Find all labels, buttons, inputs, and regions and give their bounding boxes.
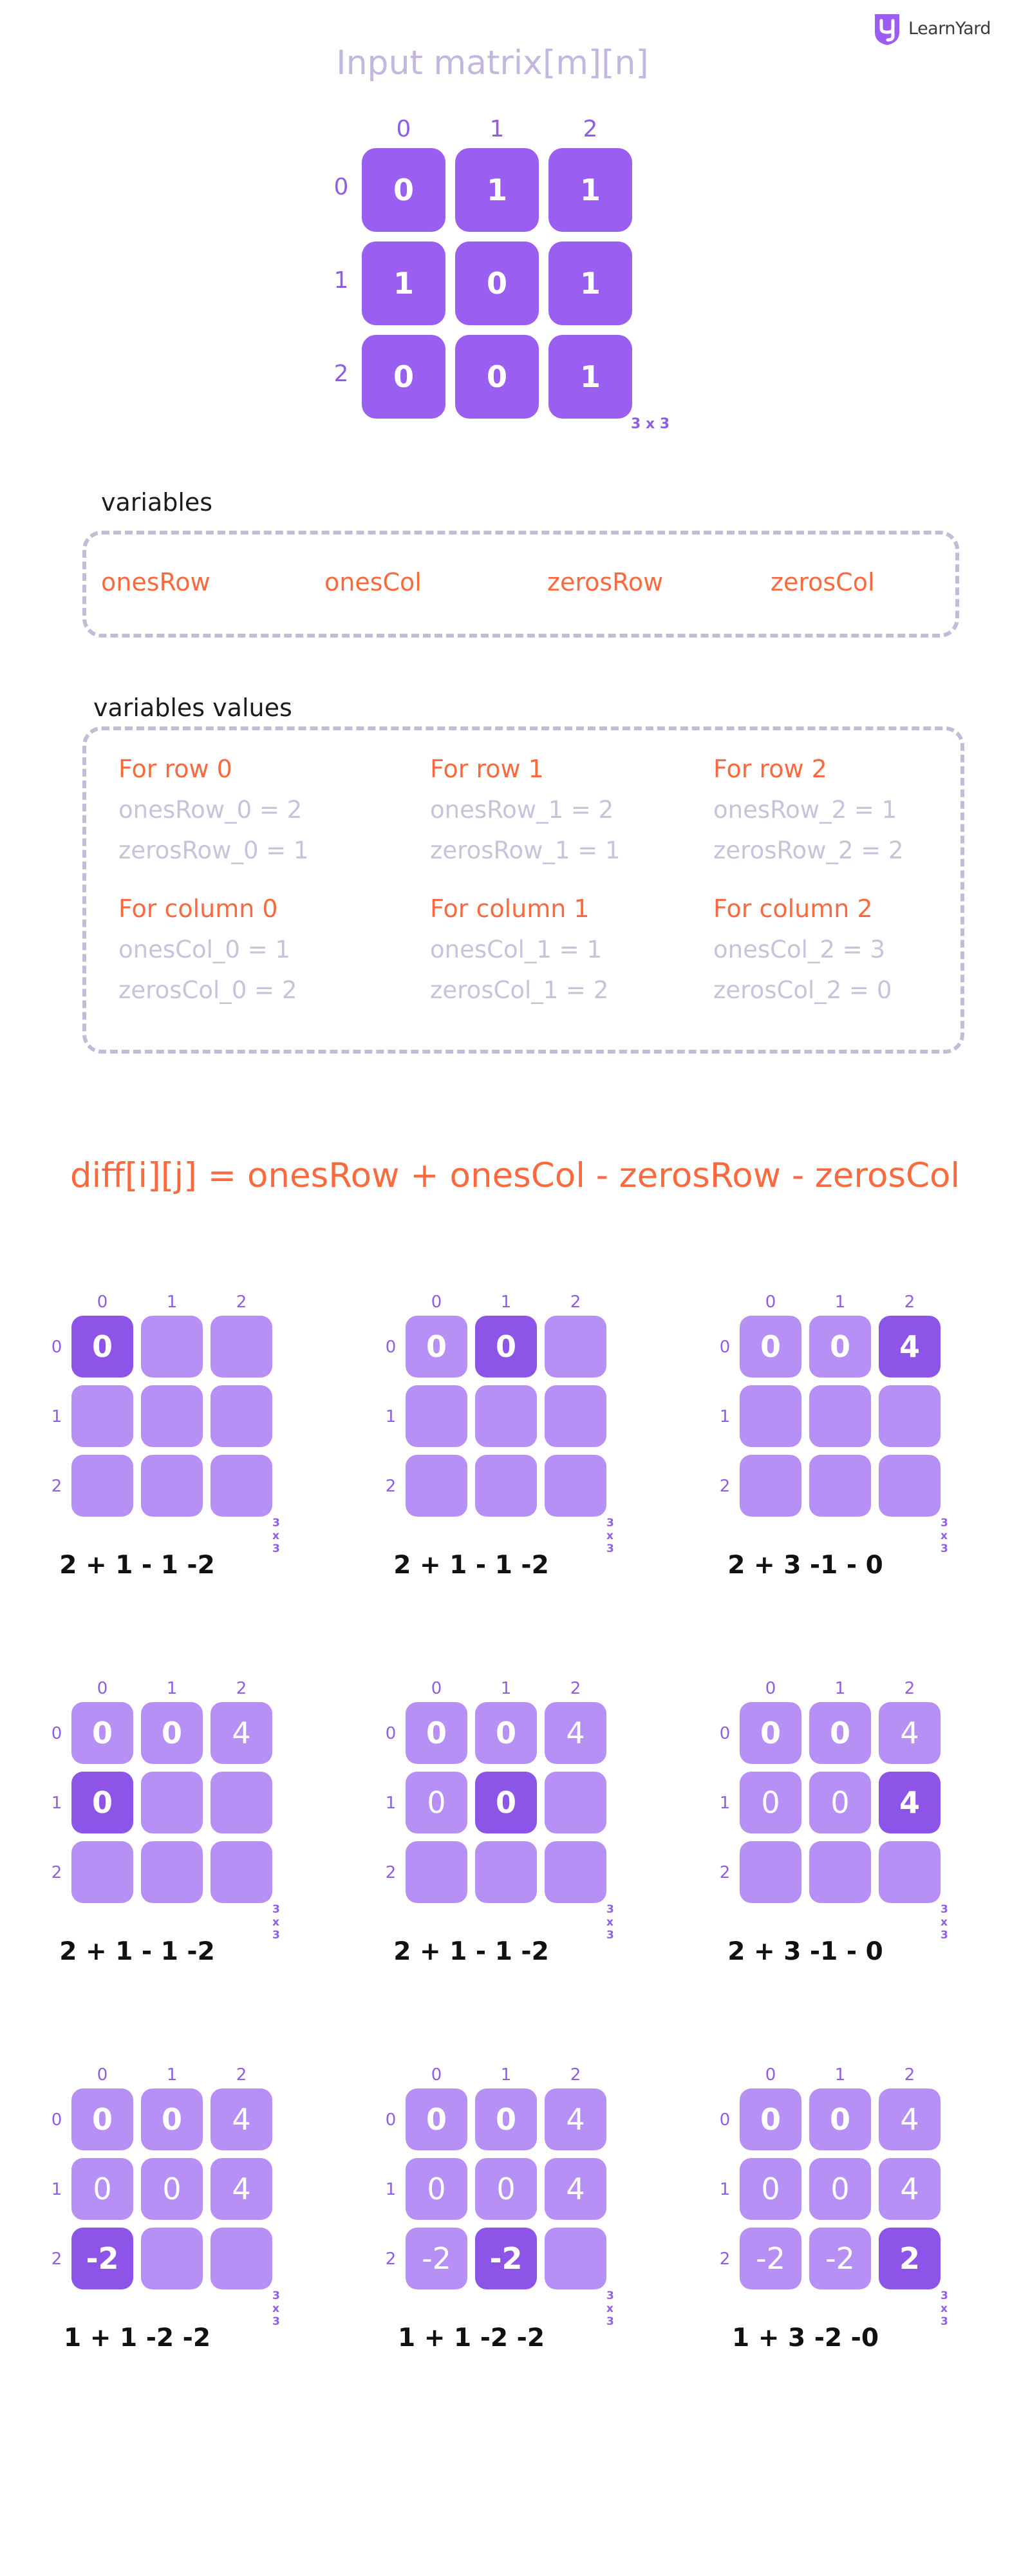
row-index: 2 — [51, 1863, 62, 1882]
step-caption: 2 + 1 - 1 -2 — [59, 1937, 215, 1966]
col-index: 2 — [583, 116, 598, 142]
row-index: 1 — [719, 2180, 731, 2199]
matrix-cell: 1 — [548, 148, 632, 232]
step-cell — [545, 1455, 606, 1517]
step-cell: 0 — [809, 1316, 871, 1378]
step-cell: 0 — [141, 1702, 203, 1764]
step-cell-current: 0 — [71, 1316, 133, 1378]
step-cell: 4 — [211, 1702, 272, 1764]
col-index: 2 — [570, 1679, 581, 1698]
step-cell: 0 — [406, 2158, 467, 2220]
step-cell: 0 — [809, 1702, 871, 1764]
step-cell — [71, 1841, 133, 1903]
row-index: 1 — [719, 1794, 731, 1813]
step-cell — [141, 2228, 203, 2289]
step-cell — [545, 1316, 606, 1378]
step-cell — [545, 1772, 606, 1833]
col-index: 2 — [570, 1293, 581, 1312]
col-index: 0 — [97, 1293, 108, 1312]
step-cell — [879, 1841, 941, 1903]
variables-values-label: variables values — [93, 694, 292, 722]
row-index: 0 — [51, 1724, 62, 1743]
row-index: 2 — [385, 2249, 397, 2269]
step-size-label: 3 x 3 — [606, 1517, 614, 1555]
row-index: 1 — [51, 1794, 62, 1813]
step-size-label: 3 x 3 — [272, 2289, 280, 2328]
matrix-cell: 0 — [362, 148, 445, 232]
step-cell — [211, 2228, 272, 2289]
step-cell: 4 — [211, 2088, 272, 2150]
step-cell: 0 — [740, 2158, 801, 2220]
row-index: 0 — [333, 174, 349, 200]
learnyard-logo-icon — [872, 10, 902, 46]
step-cell — [809, 1455, 871, 1517]
row-group-heading: For row 1 — [430, 755, 544, 783]
step-cell: 0 — [406, 1316, 467, 1378]
row-index: 2 — [333, 361, 349, 387]
matrix-cell: 1 — [548, 335, 632, 419]
step-cell — [545, 1385, 606, 1447]
row-index: 0 — [385, 1338, 397, 1357]
step-cell-current: 4 — [879, 1316, 941, 1378]
step-cell: 4 — [879, 2158, 941, 2220]
step-cell: 0 — [740, 1772, 801, 1833]
step-cell — [141, 1316, 203, 1378]
step-caption: 1 + 1 -2 -2 — [398, 2324, 545, 2353]
var-ones-row: onesRow — [101, 568, 211, 596]
var-zeros-col: zerosCol — [771, 568, 875, 596]
step-cell — [475, 1841, 537, 1903]
row-index: 0 — [385, 2110, 397, 2130]
step-cell-current: -2 — [71, 2228, 133, 2289]
step-cell — [879, 1455, 941, 1517]
step-cell: 4 — [545, 1702, 606, 1764]
col-index: 2 — [236, 2065, 247, 2085]
step-cell-current: 0 — [475, 1316, 537, 1378]
col-index: 1 — [166, 1679, 178, 1698]
row-value-line: onesRow_1 = 2 — [430, 796, 614, 824]
step-cell — [141, 1385, 203, 1447]
step-cell: 0 — [71, 2158, 133, 2220]
step-cell — [475, 1385, 537, 1447]
step-cell — [406, 1455, 467, 1517]
step-size-label: 3 x 3 — [941, 1517, 948, 1555]
col-index: 0 — [396, 116, 411, 142]
step-cell — [740, 1841, 801, 1903]
step-cell: 0 — [71, 2088, 133, 2150]
step-caption: 2 + 1 - 1 -2 — [393, 1937, 549, 1966]
step-cell-current: 4 — [879, 1772, 941, 1833]
step-cell: 0 — [406, 2088, 467, 2150]
step-caption: 2 + 3 -1 - 0 — [727, 1551, 883, 1580]
step-cell: 4 — [211, 2158, 272, 2220]
step-cell — [879, 1385, 941, 1447]
step-size-label: 3 x 3 — [272, 1903, 280, 1942]
step-cell — [71, 1385, 133, 1447]
row-index: 0 — [719, 1724, 731, 1743]
step-size-label: 3 x 3 — [941, 1903, 948, 1942]
row-index: 0 — [719, 1338, 731, 1357]
row-index: 2 — [385, 1477, 397, 1496]
step-cell — [809, 1385, 871, 1447]
step-caption: 1 + 1 -2 -2 — [64, 2324, 211, 2353]
row-index: 1 — [51, 2180, 62, 2199]
step-cell: 0 — [740, 1702, 801, 1764]
step-size-label: 3 x 3 — [941, 2289, 948, 2328]
row-index: 1 — [385, 1407, 397, 1426]
matrix-cell: 0 — [455, 335, 539, 419]
row-index: 1 — [51, 1407, 62, 1426]
row-index: 0 — [719, 2110, 731, 2130]
brand-name: LearnYard — [908, 18, 991, 39]
col-group-heading: For column 2 — [713, 895, 873, 923]
col-index: 2 — [236, 1679, 247, 1698]
step-size-label: 3 x 3 — [606, 2289, 614, 2328]
step-cell: 4 — [545, 2088, 606, 2150]
step-cell-current: 0 — [71, 1772, 133, 1833]
step-cell — [141, 1455, 203, 1517]
step-cell — [211, 1772, 272, 1833]
col-index: 1 — [834, 1679, 846, 1698]
step-cell: -2 — [740, 2228, 801, 2289]
row-group-heading: For row 0 — [118, 755, 232, 783]
step-cell: 0 — [406, 1702, 467, 1764]
col-index: 1 — [500, 2065, 512, 2085]
col-index: 0 — [765, 1293, 776, 1312]
row-index: 0 — [51, 2110, 62, 2130]
row-index: 2 — [385, 1863, 397, 1882]
step-size-label: 3 x 3 — [606, 1903, 614, 1942]
col-value-line: onesCol_1 = 1 — [430, 936, 602, 963]
col-index: 2 — [570, 2065, 581, 2085]
step-cell: 0 — [809, 2158, 871, 2220]
step-cell — [809, 1841, 871, 1903]
row-value-line: zerosRow_1 = 1 — [430, 837, 621, 864]
step-cell: 0 — [141, 2158, 203, 2220]
matrix-cell: 1 — [362, 242, 445, 325]
step-cell: 0 — [809, 2088, 871, 2150]
step-cell — [406, 1385, 467, 1447]
step-caption: 2 + 1 - 1 -2 — [393, 1551, 549, 1580]
step-caption: 1 + 3 -2 -0 — [732, 2324, 879, 2353]
col-value-line: onesCol_2 = 3 — [713, 936, 885, 963]
step-cell: 0 — [740, 1316, 801, 1378]
step-cell: 0 — [71, 1702, 133, 1764]
col-index: 0 — [765, 1679, 776, 1698]
step-cell: 0 — [740, 2088, 801, 2150]
col-index: 0 — [765, 2065, 776, 2085]
row-index: 2 — [51, 2249, 62, 2269]
variables-label: variables — [101, 488, 213, 516]
row-index: 1 — [333, 267, 349, 294]
col-group-heading: For column 0 — [118, 895, 278, 923]
step-cell: 4 — [545, 2158, 606, 2220]
step-cell — [740, 1455, 801, 1517]
step-cell: 4 — [879, 2088, 941, 2150]
step-cell: 0 — [141, 2088, 203, 2150]
step-cell-current: 0 — [475, 1772, 537, 1833]
row-value-line: zerosRow_0 = 1 — [118, 837, 309, 864]
step-caption: 2 + 3 -1 - 0 — [727, 1937, 883, 1966]
col-index: 1 — [500, 1293, 512, 1312]
col-index: 2 — [904, 2065, 915, 2085]
step-cell: 0 — [475, 2088, 537, 2150]
row-index: 1 — [719, 1407, 731, 1426]
col-index: 2 — [904, 1293, 915, 1312]
step-cell: 0 — [809, 1772, 871, 1833]
step-cell — [545, 1841, 606, 1903]
col-value-line: zerosCol_1 = 2 — [430, 976, 609, 1004]
step-cell — [406, 1841, 467, 1903]
col-index: 1 — [166, 2065, 178, 2085]
row-value-line: onesRow_2 = 1 — [713, 796, 897, 824]
step-cell — [475, 1455, 537, 1517]
step-cell — [211, 1385, 272, 1447]
step-cell — [211, 1455, 272, 1517]
col-index: 0 — [97, 1679, 108, 1698]
col-index: 0 — [431, 1293, 442, 1312]
col-value-line: zerosCol_2 = 0 — [713, 976, 892, 1004]
matrix-cell: 0 — [455, 242, 539, 325]
step-cell: 0 — [475, 1702, 537, 1764]
col-index: 2 — [904, 1679, 915, 1698]
col-index: 1 — [166, 1293, 178, 1312]
diff-formula: diff[i][j] = onesRow + onesCol - zerosRow - zerosCol — [70, 1156, 960, 1195]
row-group-heading: For row 2 — [713, 755, 827, 783]
step-cell — [211, 1316, 272, 1378]
row-index: 2 — [719, 2249, 731, 2269]
var-ones-col: onesCol — [324, 568, 422, 596]
col-index: 1 — [500, 1679, 512, 1698]
matrix-cell: 0 — [362, 335, 445, 419]
step-cell-current: -2 — [475, 2228, 537, 2289]
var-zeros-row: zerosRow — [547, 568, 664, 596]
col-index: 1 — [834, 1293, 846, 1312]
step-cell: -2 — [406, 2228, 467, 2289]
row-index: 1 — [385, 1794, 397, 1813]
step-cell: 4 — [879, 1702, 941, 1764]
row-index: 1 — [385, 2180, 397, 2199]
col-index: 0 — [431, 1679, 442, 1698]
col-value-line: onesCol_0 = 1 — [118, 936, 290, 963]
matrix-size-label: 3 x 3 — [631, 416, 670, 432]
step-cell-current: 2 — [879, 2228, 941, 2289]
col-index: 1 — [489, 116, 505, 142]
step-cell: 0 — [475, 2158, 537, 2220]
row-value-line: onesRow_0 = 2 — [118, 796, 303, 824]
matrix-cell: 1 — [548, 242, 632, 325]
col-index: 0 — [97, 2065, 108, 2085]
step-cell — [141, 1841, 203, 1903]
step-caption: 2 + 1 - 1 -2 — [59, 1551, 215, 1580]
step-cell — [211, 1841, 272, 1903]
row-index: 2 — [51, 1477, 62, 1496]
col-group-heading: For column 1 — [430, 895, 590, 923]
row-index: 0 — [385, 1724, 397, 1743]
row-index: 0 — [51, 1338, 62, 1357]
col-index: 0 — [431, 2065, 442, 2085]
step-cell: -2 — [809, 2228, 871, 2289]
row-index: 2 — [719, 1477, 731, 1496]
step-cell — [545, 2228, 606, 2289]
matrix-cell: 1 — [455, 148, 539, 232]
step-cell — [71, 1455, 133, 1517]
step-cell — [141, 1772, 203, 1833]
row-value-line: zerosRow_2 = 2 — [713, 837, 904, 864]
brand-logo — [872, 9, 1020, 48]
row-index: 2 — [719, 1863, 731, 1882]
step-size-label: 3 x 3 — [272, 1517, 280, 1555]
col-index: 2 — [236, 1293, 247, 1312]
page-title: Input matrix[m][n] — [336, 44, 649, 82]
col-index: 1 — [834, 2065, 846, 2085]
step-cell — [740, 1385, 801, 1447]
col-value-line: zerosCol_0 = 2 — [118, 976, 297, 1004]
step-cell: 0 — [406, 1772, 467, 1833]
